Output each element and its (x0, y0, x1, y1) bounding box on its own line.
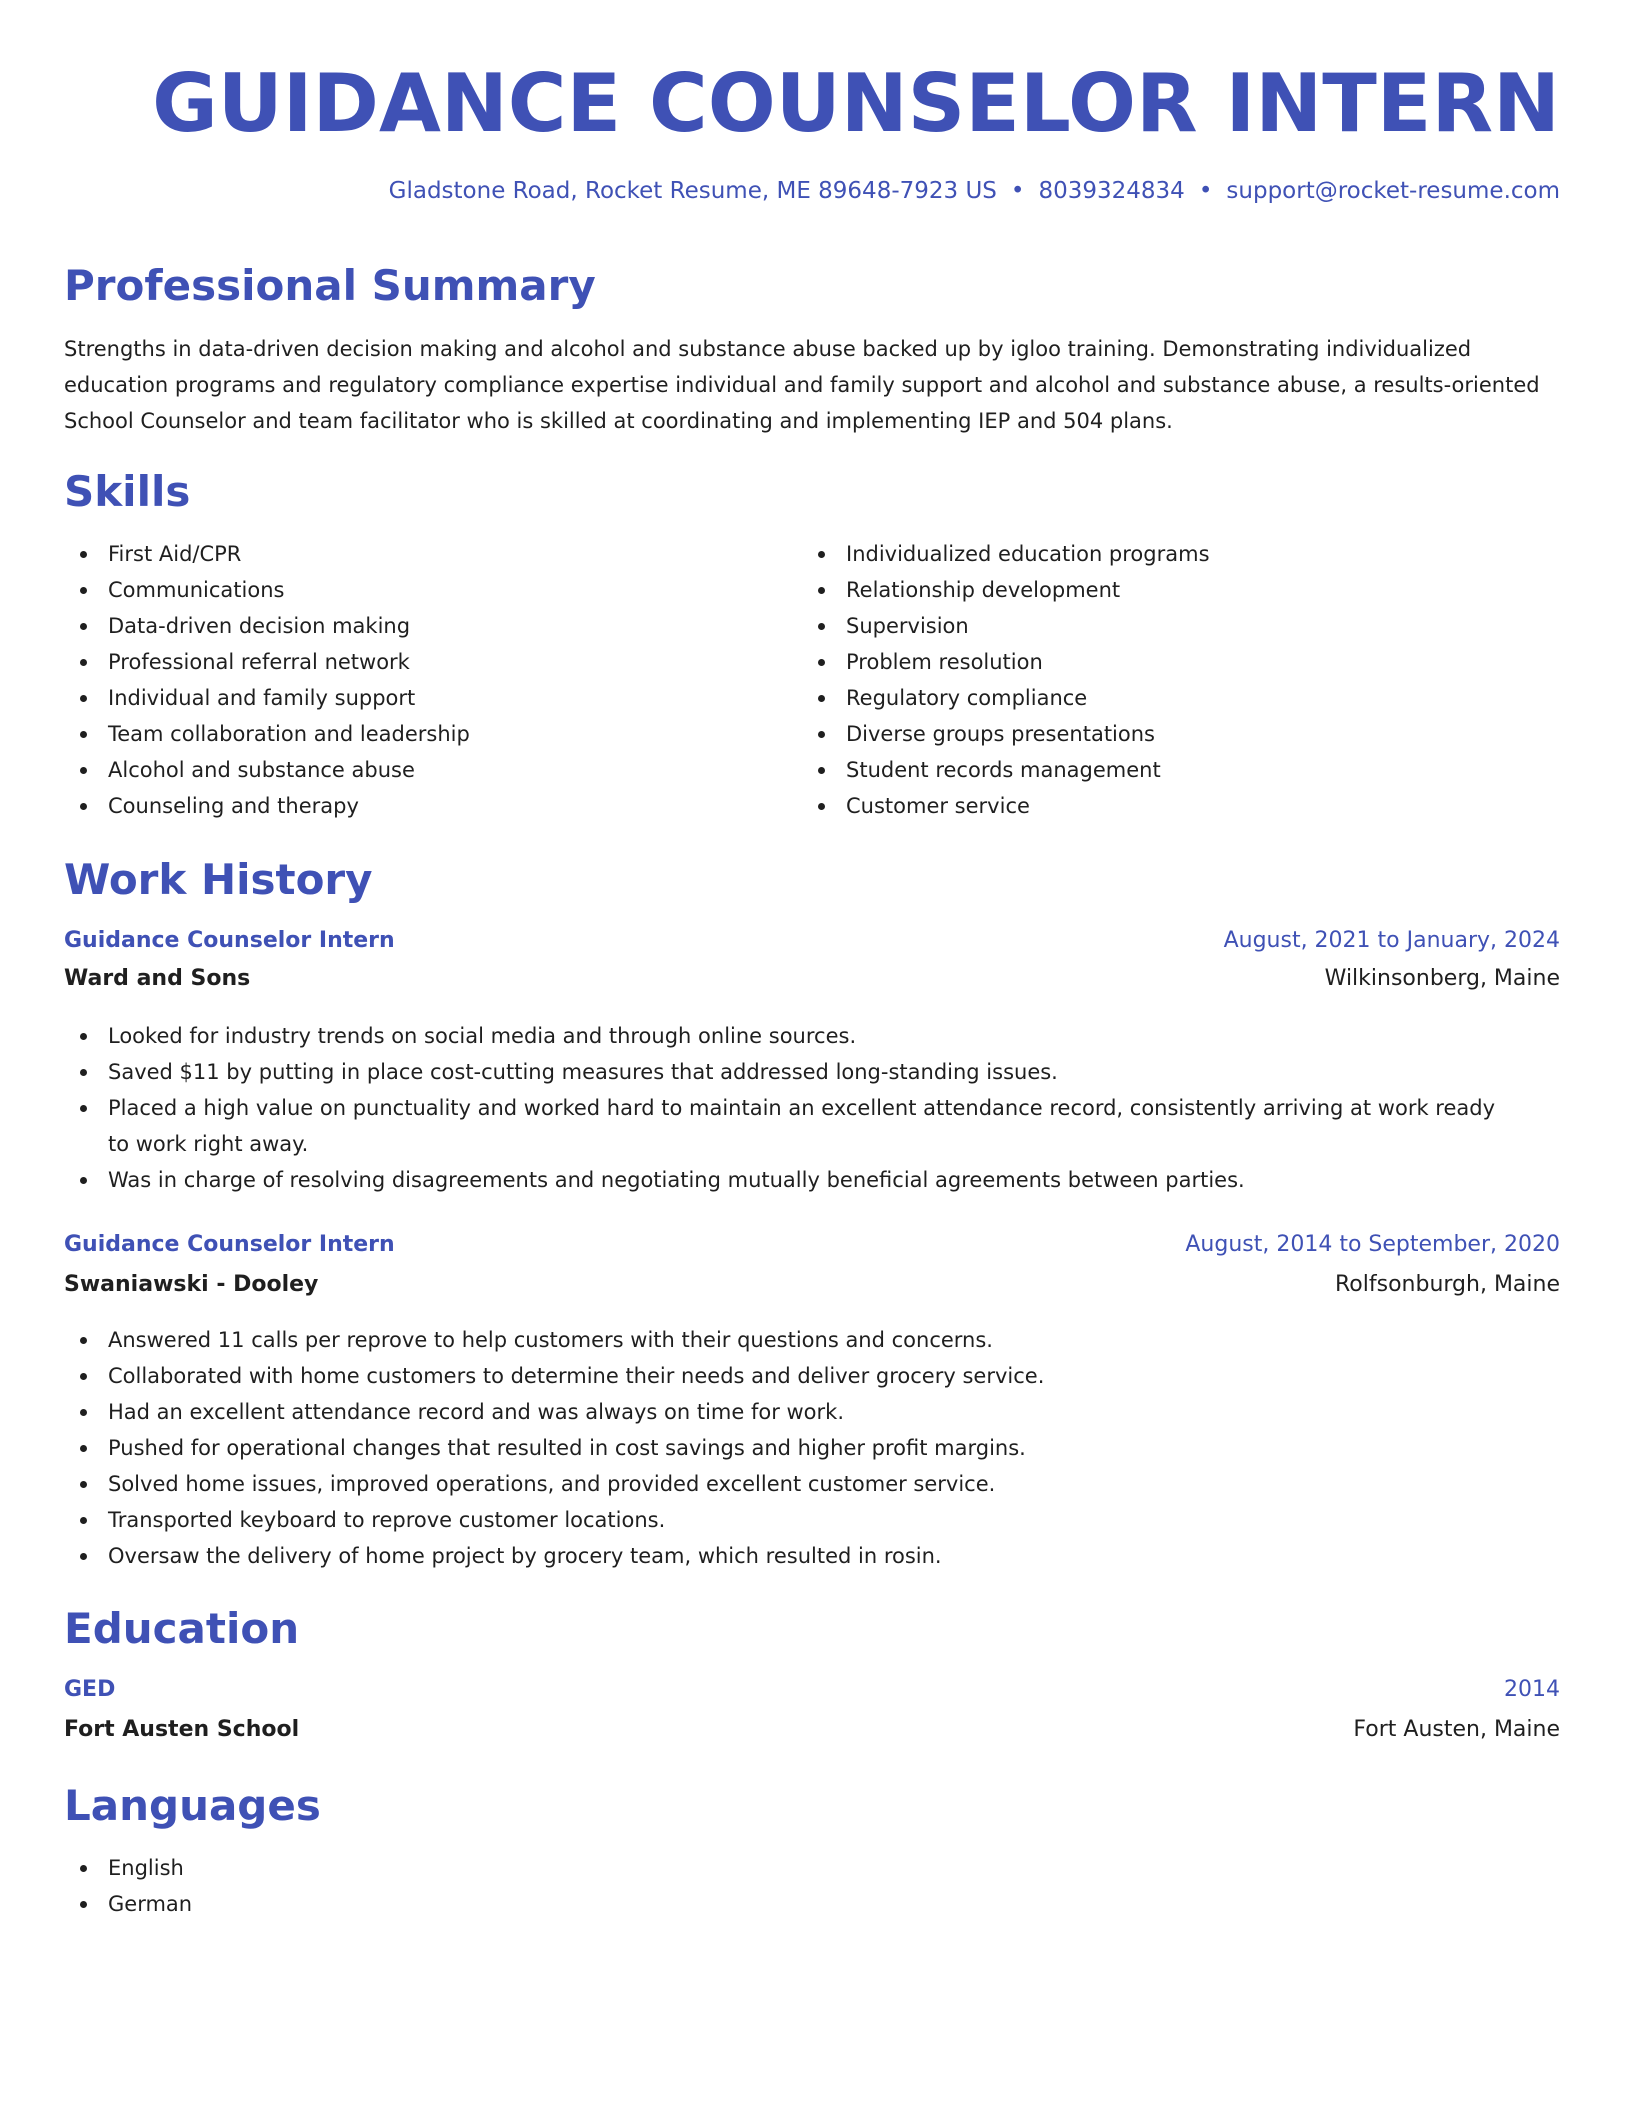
contact-line (389, 178, 1560, 204)
job-employer: Swaniawski - Dooley (64, 1272, 319, 1297)
education-header (64, 1677, 1560, 1702)
skills-heading: Skills (64, 467, 191, 516)
skill-item: Relationship development (802, 572, 1542, 608)
job-bullet: Pushed for operational changes that resulted in cost savings and higher profit margins. (64, 1430, 1560, 1466)
job-bullet: Collaborated with home customers to determine their needs and deliver grocery service. (64, 1358, 1560, 1394)
job-bullet: Was in charge of resolving disagreements and negotiating mutually beneficial agreements between parties. (64, 1162, 1560, 1198)
skill-item: Student records management (802, 752, 1542, 788)
job-location: Wilkinsonberg, Maine (1324, 966, 1560, 991)
skill-item: First Aid/CPR (64, 536, 804, 572)
education-location: Fort Austen, Maine (1353, 1717, 1560, 1742)
contact-separator: • (1198, 178, 1213, 204)
education-subheader (64, 1717, 1560, 1742)
summary-heading: Professional Summary (64, 261, 596, 310)
job-location: Rolfsonburgh, Maine (1335, 1272, 1560, 1297)
job-bullets (64, 1322, 1560, 1574)
contact-separator: • (1010, 178, 1025, 204)
job-dates: August, 2021 to January, 2024 (1223, 928, 1560, 953)
job-bullet: Answered 11 calls per reprove to help customers with their questions and concerns. (64, 1322, 1560, 1358)
job-title: Guidance Counselor Intern (64, 1232, 395, 1257)
job-bullet: Solved home issues, improved operations, and provided excellent customer service. (64, 1466, 1560, 1502)
skill-item: Individual and family support (64, 680, 804, 716)
job-title: Guidance Counselor Intern (64, 928, 395, 953)
education-heading: Education (64, 1604, 300, 1653)
job-bullets (64, 1018, 1560, 1198)
language-item: German (64, 1886, 804, 1922)
job-header (64, 928, 1560, 953)
job-bullet: Oversaw the delivery of home project by grocery team, which resulted in rosin. (64, 1538, 1560, 1574)
job-bullet: Saved $11 by putting in place cost-cutting measures that addressed long-standing issues. (64, 1054, 1560, 1090)
skill-item: Individualized education programs (802, 536, 1542, 572)
skills-list-left (64, 536, 804, 824)
skill-item: Supervision (802, 608, 1542, 644)
skill-item: Data-driven decision making (64, 608, 804, 644)
skill-item: Team collaboration and leadership (64, 716, 804, 752)
skill-item: Regulatory compliance (802, 680, 1542, 716)
job-employer: Ward and Sons (64, 966, 251, 991)
skill-item: Communications (64, 572, 804, 608)
skill-item: Diverse groups presentations (802, 716, 1542, 752)
languages-heading: Languages (64, 1781, 321, 1830)
summary-text: Strengths in data-driven decision making and alcohol and substance abuse backed up by igloo training. Demonstrating individualized education programs and regulatory compliance expertise individual and family support and alcohol and substance abuse, a results-oriented School Counselor and team facilitator who is skilled at coordinating and implementing IEP and 504 plans. (64, 337, 1540, 433)
skill-item: Alcohol and substance abuse (64, 752, 804, 788)
languages-list (64, 1850, 804, 1922)
job-bullet: Had an excellent attendance record and was always on time for work. (64, 1394, 1560, 1430)
resume-page (64, 0, 1560, 1916)
education-school: Fort Austen School (64, 1717, 300, 1742)
skill-item: Professional referral network (64, 644, 804, 680)
job-bullet: Placed a high value on punctuality and worked hard to maintain an excellent attendance record, consistently arriving at work ready to work right away. (64, 1090, 1560, 1162)
contact-email[interactable]: support@rocket-resume.com (1226, 178, 1560, 204)
skill-item: Problem resolution (802, 644, 1542, 680)
skills-list-right (802, 536, 1542, 824)
work-heading: Work History (64, 855, 373, 904)
job-subheader (64, 1272, 1560, 1297)
skill-item: Customer service (802, 788, 1542, 824)
resume-name: GUIDANCE COUNSELOR INTERN (152, 57, 1560, 150)
contact-address: Gladstone Road, Rocket Resume, ME 89648-7923 US (388, 178, 997, 204)
job-bullet: Looked for industry trends on social media and through online sources. (64, 1018, 1560, 1054)
job-header (64, 1232, 1560, 1257)
skill-item: Counseling and therapy (64, 788, 804, 824)
job-dates: August, 2014 to September, 2020 (1185, 1232, 1560, 1257)
language-item: English (64, 1850, 804, 1886)
education-year: 2014 (1504, 1677, 1560, 1702)
job-subheader (64, 966, 1560, 991)
job-bullet: Transported keyboard to reprove customer locations. (64, 1502, 1560, 1538)
education-degree: GED (64, 1677, 116, 1702)
contact-phone: 8039324834 (1038, 178, 1185, 204)
